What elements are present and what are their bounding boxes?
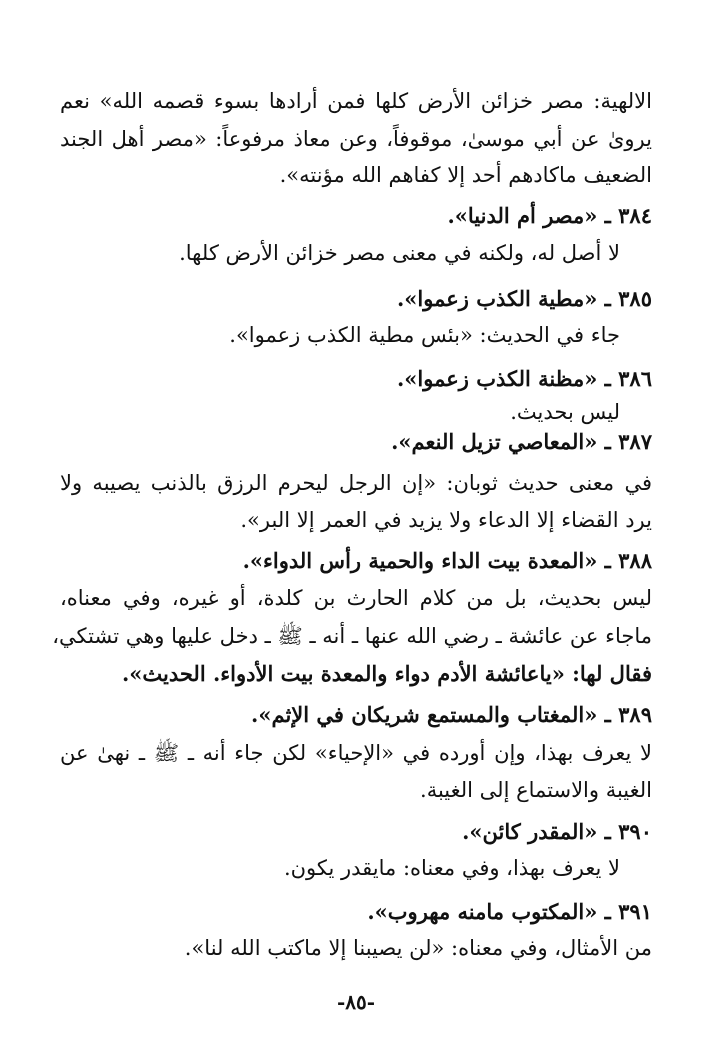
entry-number: ٣٨٤: [618, 203, 652, 228]
entry-heading-388: ٣٨٨ ـ «المعدة بيت الداء والحمية رأس الدواء».: [242, 548, 652, 573]
entry-heading-391: ٣٩١ ـ «المكتوب مامنه مهروب».: [367, 899, 652, 924]
entry-number: ٣٨٦: [618, 366, 652, 391]
entry-number: ٣٨٩: [618, 702, 652, 727]
entry-heading-387: ٣٨٧ ـ «المعاصي تزيل النعم».: [391, 429, 652, 454]
entry-body-390: لا يعرف بهذا، وفي معناه: مايقدر يكون.: [283, 856, 620, 880]
entry-number: ٣٩١: [618, 899, 652, 924]
entry-number: ٣٨٨: [618, 548, 652, 573]
intro-line-2: يروىٰ عن أبي موسىٰ، موقوفاً، وعن معاذ مرفوعاً: «مصر أهل الجند: [60, 127, 652, 151]
entry-number: ٣٨٧: [618, 429, 652, 454]
entry-body-388-line-1: ليس بحديث، بل من كلام الحارث بن كلدة، أو غيره، وفي معناه،: [60, 586, 652, 610]
entry-title: «المكتوب مامنه مهروب».: [367, 899, 598, 924]
page-number: -٨٥-: [336, 990, 376, 1014]
entry-title: «مظنة الكذب زعموا».: [397, 366, 598, 391]
entry-body-384: لا أصل له، ولكنه في معنى مصر خزائن الأرض كلها.: [179, 241, 620, 265]
entry-number: ٣٨٥: [618, 286, 652, 311]
entry-heading-386: ٣٨٦ ـ «مظنة الكذب زعموا».: [397, 366, 652, 391]
entry-heading-390: ٣٩٠ ـ «المقدر كائن».: [462, 819, 652, 844]
entry-title: «المعاصي تزيل النعم».: [391, 429, 598, 454]
entry-body-389-line-1: لا يعرف بهذا، وإن أورده في «الإحياء» لكن جاء أنه ـ ﷺ ـ نهىٰ عن: [60, 741, 652, 765]
intro-line-1: الالهية: مصر خزائن الأرض كلها فمن أرادها بسوء قصمه الله» نعم: [60, 89, 652, 113]
entry-body-388-line-3: فقال لها: «ياعائشة الأدم دواء والمعدة بيت الأدواء. الحديث».: [121, 661, 652, 686]
entry-title: «المعدة بيت الداء والحمية رأس الدواء».: [242, 548, 598, 573]
entry-title: «مصر أم الدنيا».: [447, 203, 598, 228]
entry-body-386: ليس بحديث.: [510, 400, 620, 424]
entry-heading-385: ٣٨٥ ـ «مطية الكذب زعموا».: [397, 286, 652, 311]
intro-line-3: الضعيف ماكادهم أحد إلا كفاهم الله مؤنته».: [279, 163, 652, 187]
entry-body-385: جاء في الحديث: «بئس مطية الكذب زعموا».: [229, 323, 620, 347]
entry-body-387-line-2: يرد القضاء إلا الدعاء ولا يزيد في العمر إلا البر».: [240, 508, 652, 532]
entry-body-388-line-2: ماجاء عن عائشة ـ رضي الله عنها ـ أنه ـ ﷺ ـ دخل عليها وهي تشتكي،: [52, 624, 652, 648]
entry-heading-384: ٣٨٤ ـ «مصر أم الدنيا».: [447, 203, 652, 228]
entry-number: ٣٩٠: [618, 819, 652, 844]
entry-body-391: من الأمثال، وفي معناه: «لن يصيبنا إلا ماكتب الله لنا».: [184, 936, 652, 960]
entry-heading-389: ٣٨٩ ـ «المغتاب والمستمع شريكان في الإثم».: [251, 702, 652, 727]
entry-title: «مطية الكذب زعموا».: [397, 286, 598, 311]
entry-body-387-line-1: في معنى حديث ثوبان: «إن الرجل ليحرم الرزق بالذنب يصيبه ولا: [60, 471, 652, 495]
entry-title: «المغتاب والمستمع شريكان في الإثم».: [251, 702, 598, 727]
entry-title: «المقدر كائن».: [462, 819, 598, 844]
entry-body-389-line-2: الغيبة والاستماع إلى الغيبة.: [420, 778, 652, 802]
